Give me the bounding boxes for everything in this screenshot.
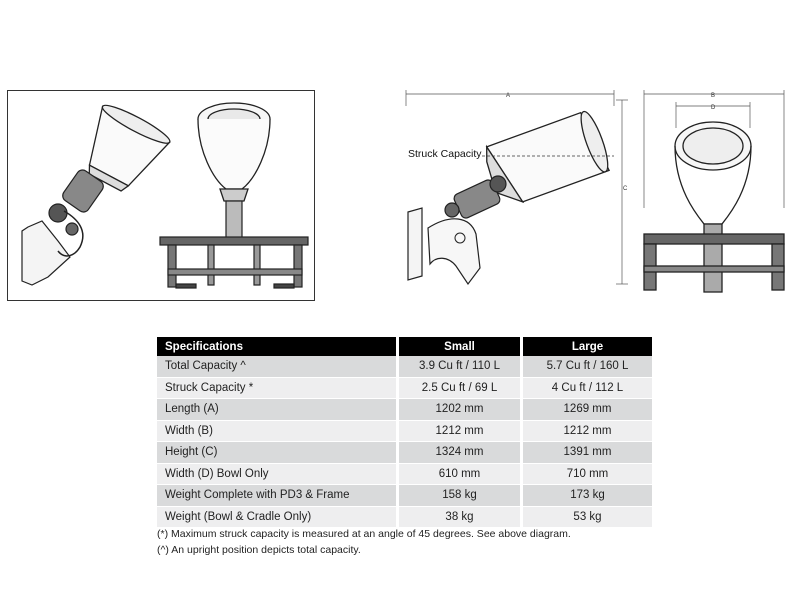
small-value: 610 mm — [396, 464, 520, 486]
table-row — [157, 378, 652, 400]
small-value: 1202 mm — [396, 399, 520, 421]
table-header-row — [157, 337, 652, 356]
row-label: Struck Capacity * — [157, 378, 396, 400]
large-value: 53 kg — [520, 507, 652, 529]
table-row — [157, 507, 652, 529]
dim-c-label: C — [623, 186, 628, 192]
small-value: 1324 mm — [396, 442, 520, 464]
header-small: Small — [396, 337, 520, 356]
row-label: Weight (Bowl & Cradle Only) — [157, 507, 396, 529]
table-row — [157, 442, 652, 464]
large-value: 5.7 Cu ft / 160 L — [520, 356, 652, 378]
row-label: Length (A) — [157, 399, 396, 421]
header-large: Large — [520, 337, 652, 356]
table-row — [157, 399, 652, 421]
small-value: 2.5 Cu ft / 69 L — [396, 378, 520, 400]
row-label: Width (B) — [157, 421, 396, 443]
large-value: 1212 mm — [520, 421, 652, 443]
row-label: Width (D) Bowl Only — [157, 464, 396, 486]
side-view-svg — [400, 88, 630, 298]
row-label: Height (C) — [157, 442, 396, 464]
small-value: 1212 mm — [396, 421, 520, 443]
footnote-struck: (*) Maximum struck capacity is measured at an angle of 45 degrees. See above diagram. — [157, 528, 571, 540]
small-value: 158 kg — [396, 485, 520, 507]
specifications-table — [157, 337, 652, 528]
small-value: 3.9 Cu ft / 110 L — [396, 356, 520, 378]
mixer-drawing-perspective — [8, 91, 314, 300]
side-dimension-drawing — [400, 88, 630, 298]
struck-capacity-label: Struck Capacity — [408, 148, 482, 160]
dim-a-label: A — [506, 93, 511, 99]
front-view-svg — [638, 88, 788, 298]
dim-b-label: B — [711, 93, 716, 99]
large-value: 1391 mm — [520, 442, 652, 464]
footnotes — [157, 526, 571, 558]
table-row — [157, 464, 652, 486]
dim-d-label: D — [711, 105, 716, 111]
small-value: 38 kg — [396, 507, 520, 529]
product-illustration — [7, 90, 315, 301]
large-value: 710 mm — [520, 464, 652, 486]
large-value: 1269 mm — [520, 399, 652, 421]
row-label: Weight Complete with PD3 & Frame — [157, 485, 396, 507]
footnote-upright: (^) An upright position depicts total capacity. — [157, 544, 361, 556]
table-row — [157, 356, 652, 378]
header-specifications: Specifications — [157, 337, 396, 356]
large-value: 4 Cu ft / 112 L — [520, 378, 652, 400]
table-row — [157, 485, 652, 507]
front-dimension-drawing — [638, 88, 788, 298]
large-value: 173 kg — [520, 485, 652, 507]
table-row — [157, 421, 652, 443]
row-label: Total Capacity ^ — [157, 356, 396, 378]
